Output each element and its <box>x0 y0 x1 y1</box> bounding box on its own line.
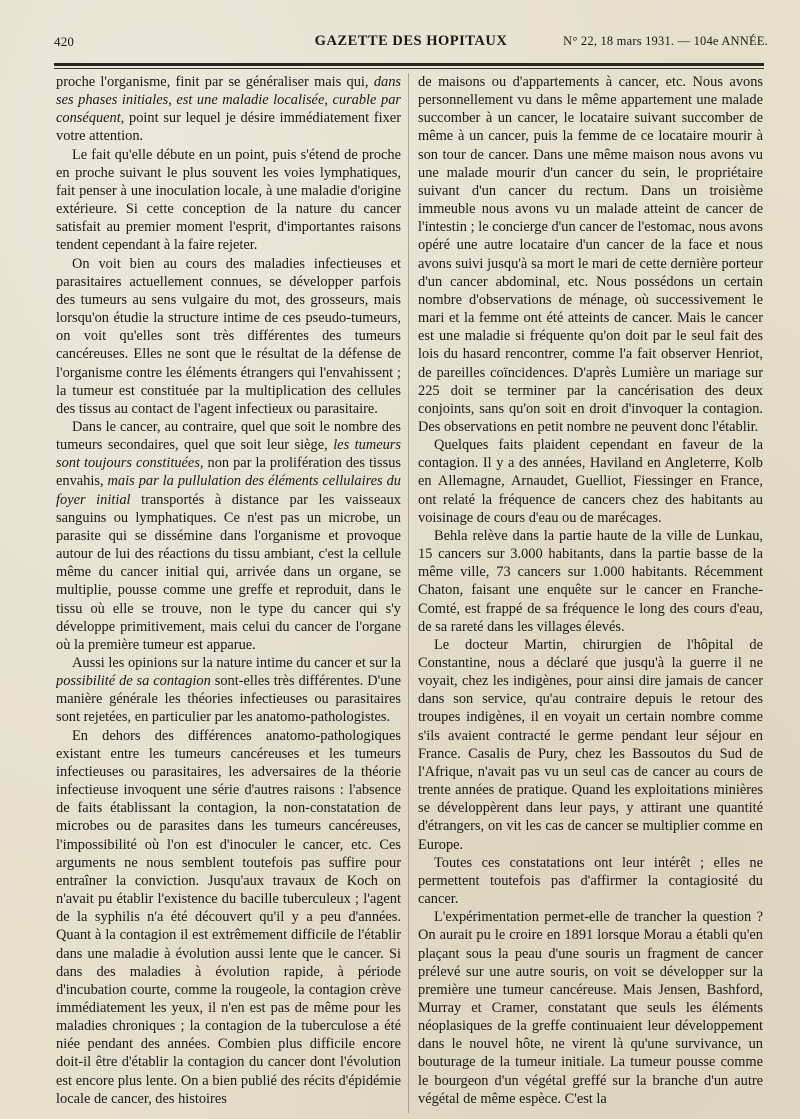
page-number: 420 <box>54 34 75 49</box>
text-run: Dans le cancer, au contraire, quel que soit le nombre des tumeurs secondaires, quel que soit leur siège, <box>56 418 401 454</box>
paragraph <box>56 418 401 654</box>
italic-text: dans ses phases initiales, est une maladie localisée, curable par conséquent, <box>56 74 401 127</box>
text-run: Aussi les opinions sur la nature intime du cancer et sur la <box>72 655 401 671</box>
text-run: Toutes ces constatations ont leur intérêt ; elles ne permettent toutefois pas d'affirmer la contagiosité du cancer. <box>418 854 763 908</box>
text-run: Le docteur Martin, chirurgien de l'hôpital de Constantine, nous a déclaré que jusqu'à la guerre il ne voyait, chez les indigènes, pour ainsi dire jamais de cancer dans son service, qu'au contraire depuis le retour des troupes indigènes, il en voyait un certain nombre comme s'ils avaient contracté le germe pendant leur séjour en France. Casalis de Pury, chez les Bassoutos du Sud de l'Afrique, n'avait pas vu un seul cas de cancer au cours de trente années de pratique. Quand les exploitations minières se développèrent dans leur pays, y attirant une quantité d'étrangers, on vit les cas de cancer se multiplier comme en Europe. <box>418 636 763 853</box>
issue-info: N° 22, 18 mars 1931. — 104e ANNÉE. <box>563 34 768 48</box>
paragraph <box>56 255 401 418</box>
paragraph <box>56 654 401 727</box>
text-run: transportés à distance par les vaisseaux sanguins ou lymphatiques. Ce n'est pas un microbe, un parasite qui se dissémine dans l'organisme et provoque autour de lui des réactions du tissu ambiant, c'est la cellule même du cancer initial qui, arrivée dans un organe, se multiplie, pousse comme une greffe et reproduit, dans le tissu où elle se trouve, non le type du cancer qui s'y développe primitivement, mais celui du cancer de l'organe où la première tumeur est apparue. <box>56 491 401 653</box>
text-run: On voit bien au cours des maladies infectieuses et parasitaires actuellement connues, se développer parfois des tumeurs au sens vulgaire du mot, des grosseurs, mais lorsqu'on étudie la structure intime de ces pseudo-tumeurs, on voit qu'elles sont très différentes des tumeurs cancéreuses. Elles ne sont que le résultat de la défense de l'organisme contre les éléments étrangers qui l'envahissent ; la tumeur est constituée par la multiplication des cellules des tissus au contact de l'agent infectieux ou parasitaire. <box>56 255 401 417</box>
text-run: Le fait qu'elle débute en un point, puis s'étend de proche en proche suivant le plus souvent les voies lymphatiques, fait penser à une inoculation locale, à une maladie d'origine extérieure. Si cette conception de la nature du cancer satisfait au premier moment l'esprit, d'importantes raisons tendent cependant à la faire rejeter. <box>56 146 401 254</box>
paragraph <box>418 73 763 436</box>
journal-title: GAZETTE DES HOPITAUX <box>314 33 508 49</box>
header-rule-thin <box>54 68 764 69</box>
italic-text: les tumeurs sont toujours constituées, <box>56 437 401 472</box>
text-run: Quelques faits plaident cependant en faveur de la contagion. Il y a des années, Haviland en Angleterre, Kolb en Allemagne, Arnaudet, Guelliot, Fiessinger en France, ont relaté la fréquence de cancers chez des habitants au voisinage de cours d'eau ou de marécages. <box>418 437 763 526</box>
text-run: non par la prolifération des tissus envahis, <box>56 455 401 490</box>
paragraph <box>56 727 401 1108</box>
text-run: En dehors des différences anatomo-pathologiques existant entre les tumeurs cancéreuses et les tumeurs infectieuses ou parasitaires, les adversaires de la théorie infectieuse invoquent une série d'autres raisons : l'absence de faits établissant la contagion, la non-constatation de microbes ou de parasites dans les tumeurs cancéreuses, l'impossibilité où l'on est d'inoculer le cancer, etc. Ces arguments ne nous semblent toutefois pas suffire pour entraîner la conviction. Jusqu'aux travaux de Koch on n'avait pu établir l'existence du bacille tuberculeux ; l'agent de la syphilis n'a été découvert qu'il y a peu d'années. Quant à la contagion il est extrêmement difficile de l'établir dans une maladie à évolution aussi lente que le cancer. Si dans des maladies à évolution rapide, à période d'incubation courte, comme la rougeole, la contagion crève immédiatement les yeux, il n'en est pas de même pour les maladies chroniques ; la contagion de la tuberculose a été niée pendant des années. Combien plus difficile encore doit-il être d'établir la contagion du cancer dont l'évolution est encore plus lente. On a bien publié des récits d'épidémie locale de cancer, des histoires <box>56 727 401 1107</box>
text-run: sont-elles très différentes. D'une manière générale les théories infectieuses ou parasitaires sont rejetées, en particulier par les anatomo-pathologistes. <box>56 673 401 726</box>
right-column <box>418 73 763 1113</box>
text-run: proche l'organisme, finit par se généraliser mais qui, <box>56 74 374 90</box>
column-divider <box>408 73 409 1113</box>
text-run: point sur lequel je désire immédiatement fixer votre attention. <box>56 110 401 145</box>
paragraph <box>418 436 763 527</box>
page-header <box>54 30 768 54</box>
paragraph <box>418 636 763 854</box>
text-run: de maisons ou d'appartements à cancer, etc. Nous avons personnellement vu dans le même appartement une malade succomber à un cancer, le locataire suivant succomber de même à un cancer, puis la femme de ce locataire mourir à son tour de cancer. Dans une même maison nous avons vu une malade mourir d'un cancer du sein, le propriétaire suivant d'un cancer du rectum. Dans un troisième immeuble nous avons vu un malade atteint de cancer de l'intestin ; le concierge d'un cancer de l'estomac, nous avons opéré une autre locataire d'un cancer de la face et nous avons suivi jusqu'à sa mort le mari de cette dernière porteur d'un cancer abdominal, etc. Nous possédons un certain nombre d'observations de ménage, où successivement le mari et la femme ont été atteints de cancer. Mais le cancer est une maladie si fréquente qu'on doit par le seul fait des lois du hasard rencontrer, comme l'a fait observer Henriot, de pareilles coïncidences. D'après Lumière un mariage sur 225 doit se terminer par la cancérisation des deux conjoints, sans qu'on soit en droit d'invoquer la contagion. Des observations en petit nombre ne peuvent donc l'établir. <box>418 74 763 435</box>
paragraph <box>418 854 763 908</box>
paragraph <box>418 527 763 636</box>
italic-text: possibilité de sa contagion <box>56 673 211 690</box>
text-run: L'expérimentation permet-elle de trancher la question ? On aurait pu le croire en 1891 lorsque Morau a établi qu'en plaçant sous la peau d'une souris un fragment de cancer prélevé sur une autre souris, on voit se développer sur la première une tumeur cancéreuse. Mais Jensen, Bashford, Murray et Cramer, constatant que seuls les éléments néoplasiques de la greffe continuaient leur développement dans le nouvel hôte, ne virent là qu'une survivance, un bouturage de la tumeur initiale. La tumeur pousse comme le bourgeon d'un végétal greffé sur la branche d'un autre végétal de même espèce. C'est la <box>418 909 763 1107</box>
text-run: Behla relève dans la partie haute de la ville de Lunkau, 15 cancers sur 3.000 habitants, dans la partie basse de la même ville, 73 cancers sur 1.000 habitants. Récemment Chaton, faisant une enquête sur le cancer en Franche-Comté, est frappé de sa fréquence le long des cours d'eau, de sa rareté dans les villages élevés. <box>418 527 763 635</box>
italic-text: mais par la pullulation des éléments cellulaires du foyer initial <box>56 473 401 508</box>
left-column <box>56 73 401 1113</box>
header-rule-thick <box>54 63 764 66</box>
paragraph <box>56 73 401 146</box>
paragraph <box>418 908 763 1108</box>
paragraph <box>56 146 401 255</box>
